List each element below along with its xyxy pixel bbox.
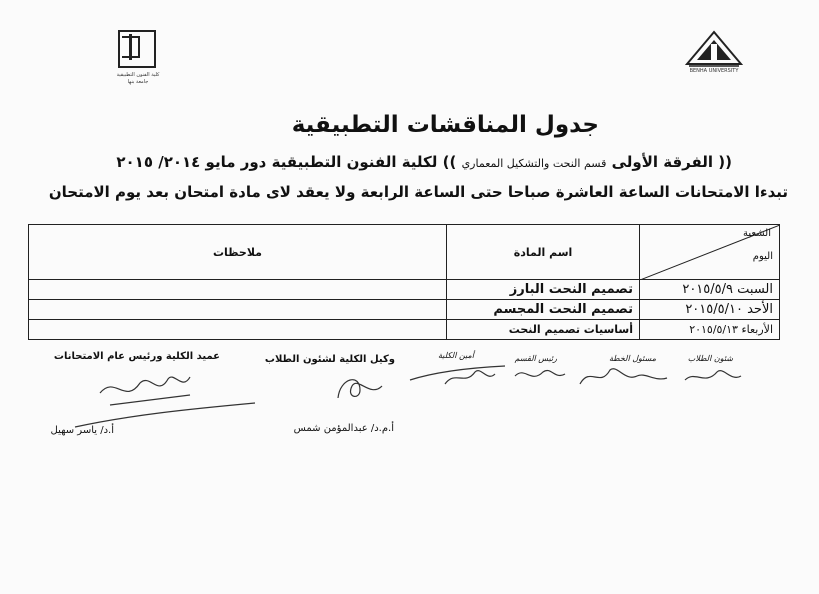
header-subject: اسم المادة (447, 225, 640, 280)
dean-title: عميد الكلية ورئيس عام الامتحانات (53, 351, 220, 362)
university-logo (685, 30, 743, 78)
row-day: الأربعاء ٢٠١٥/٥/١٣ (640, 320, 780, 340)
table-row (29, 320, 780, 340)
vice-dean-name: أ.م.د/ عبدالمؤمن شمس (293, 423, 394, 434)
header-day-shuba (640, 225, 780, 280)
row-notes (29, 300, 447, 320)
header-day: اليوم (752, 251, 773, 262)
table-row (29, 280, 780, 300)
college-logo (113, 30, 163, 90)
table-row (29, 300, 780, 320)
row-subject: تصميم النحت المجسم (447, 300, 640, 320)
staff-title-plan: مسئول الخطة (609, 354, 656, 363)
row-subject: تصميم النحت البارز (447, 280, 640, 300)
staff-title-secretary: أمين الكلية (438, 351, 474, 360)
header-notes: ملاحظات (29, 225, 447, 280)
row-notes (29, 280, 447, 300)
schedule-table (28, 224, 780, 340)
row-day: الأحد ٢٠١٥/٥/١٠ (640, 300, 780, 320)
document-title: جدول المناقشات التطبيقية (291, 112, 599, 138)
dean-signature (70, 365, 260, 430)
college-logo-caption-2: جامعة بنها (127, 79, 149, 85)
header-shuba: الشعبة (743, 228, 771, 239)
vice-dean-signature (330, 368, 390, 408)
university-logo-caption: BENHA UNIVERSITY (689, 68, 739, 74)
table-header-row (29, 225, 780, 280)
subtitle-part-1: (( الفرقة الأولى (606, 153, 732, 171)
row-day: السبت ٢٠١٥/٥/٩ (640, 280, 780, 300)
vice-dean-title: وكيل الكلية لشئون الطلاب (264, 354, 395, 365)
subtitle-part-3: )) لكلية الفنون التطبيقية دور مايو ٢٠١٤/ ٢٠١٥ (116, 153, 462, 171)
row-subject: أساسيات تصميم النحت (447, 320, 640, 340)
exam-time-note: تبدءا الامتحانات الساعة العاشرة صباحا حتى الساعة الرابعة ولا يعقد لاى مادة امتحان بعد يوم الامتحان (48, 183, 788, 201)
staff-title-affairs: شئون الطلاب (687, 354, 733, 363)
dean-name: أ.د/ ياسر سهيل (50, 425, 114, 436)
subtitle-department: قسم النحت والتشكيل المعماري (461, 157, 607, 170)
staff-signatures (405, 362, 745, 392)
row-notes (29, 320, 447, 340)
document-subtitle (116, 153, 732, 171)
staff-title-head: رئيس القسم (514, 354, 557, 363)
college-logo-caption: كلية الفنون التطبيقية (116, 72, 160, 78)
